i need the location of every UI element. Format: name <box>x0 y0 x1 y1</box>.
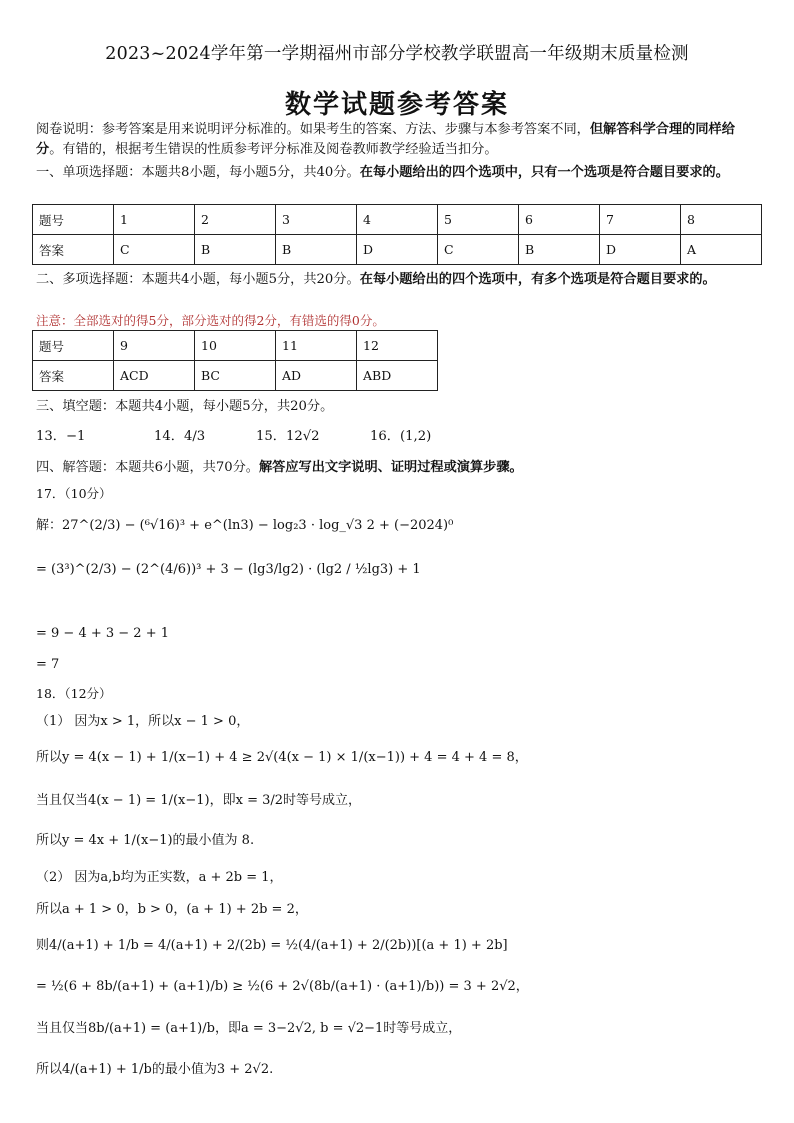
table-cell: 6 <box>519 205 600 235</box>
fill-answer-13: 13．−1 <box>36 429 86 444</box>
q17-line3: = 9 − 4 + 3 − 2 + 1 <box>36 626 170 641</box>
table-cell: 5 <box>438 205 519 235</box>
section4-title <box>36 458 760 478</box>
table-cell: B <box>195 235 276 265</box>
table-cell: 11 <box>276 331 357 361</box>
table-cell: 9 <box>114 331 195 361</box>
table-cell: 答案 <box>33 235 114 265</box>
section2-title-a: 二、多项选择题：本题共4小题，每小题5分，共20分。 <box>36 272 360 287</box>
q18-part2-line4: = ½(6 + 8b/(a+1) + (a+1)/b) ≥ ½(6 + 2√(8b/(a+1) · (a+1)/b)) = 3 + 2√2， <box>36 979 529 994</box>
table-cell: 1 <box>114 205 195 235</box>
table-cell: ACD <box>114 361 195 391</box>
table-cell: C <box>438 235 519 265</box>
fill-answer-14: 14．4/3 <box>154 429 206 444</box>
q18-part2-line1: （2） 因为a,b均为正实数，a + 2b = 1， <box>36 870 283 885</box>
q18-part2-line3: 则4/(a+1) + 1/b = 4/(a+1) + 2/(2b) = ½(4/(a+1) + 2/(2b))[(a + 1) + 2b] <box>36 938 508 953</box>
table-cell: 题号 <box>33 205 114 235</box>
table-cell: B <box>519 235 600 265</box>
table-row <box>33 361 438 391</box>
section2-title-b: 在每小题给出的四个选项中，有多个选项是符合题目要求的。 <box>359 272 716 287</box>
q18-part2-line5: 当且仅当8b/(a+1) = (a+1)/b，即a = 3−2√2, b = √2−1时等号成立， <box>36 1021 462 1036</box>
table-row <box>33 235 762 265</box>
section1-title <box>36 163 760 183</box>
table-cell: 2 <box>195 205 276 235</box>
table-cell: ABD <box>357 361 438 391</box>
scoring-note: 注意：全部选对的得5分，部分选对的得2分，有错选的得0分。 <box>36 313 385 328</box>
table-cell: AD <box>276 361 357 391</box>
fill-in-answers <box>36 427 760 447</box>
section4-title-a: 四、解答题：本题共6小题，共70分。 <box>36 460 259 475</box>
section4-title-b: 解答应写出文字说明、证明过程或演算步骤。 <box>258 460 523 475</box>
fill-answer-16: 16．(1,2) <box>370 429 432 444</box>
q18-part1-line3: 当且仅当4(x − 1) = 1/(x−1)，即x = 3/2时等号成立， <box>36 793 362 808</box>
section2-title <box>36 270 760 290</box>
section1-title-a: 一、单项选择题：本题共8小题，每小题5分，共40分。 <box>36 165 360 180</box>
fill-answer-15: 15．12√2 <box>256 429 320 444</box>
grading-instructions <box>36 120 760 160</box>
q18-part1-line2: 所以y = 4(x − 1) + 1/(x−1) + 4 ≥ 2√(4(x − 1) × 1/(x−1)) + 4 = 4 + 4 = 8， <box>36 750 528 765</box>
document-title: 数学试题参考答案 <box>284 90 509 120</box>
q18-part2-line2: 所以a + 1 > 0，b > 0，(a + 1) + 2b = 2， <box>36 902 308 917</box>
table-cell: 题号 <box>33 331 114 361</box>
section3-title: 三、填空题：本题共4小题，每小题5分，共20分。 <box>36 399 334 414</box>
table-cell: 3 <box>276 205 357 235</box>
instructions-text-c: 。有错的，根据考生错误的性质参考评分标准及阅卷教师教学经验适当扣分。 <box>49 142 498 157</box>
table-cell: 答案 <box>33 361 114 391</box>
q18-part1-line1: （1） 因为x > 1，所以x − 1 > 0， <box>36 714 250 729</box>
table-cell: 7 <box>600 205 681 235</box>
single-choice-answer-table <box>32 204 762 265</box>
multi-choice-answer-table <box>32 330 438 391</box>
instructions-text-a: 阅卷说明：参考答案是用来说明评分标准的。如果考生的答案、方法、步骤与本参考答案不同， <box>36 122 590 137</box>
table-cell: 4 <box>357 205 438 235</box>
table-cell: 12 <box>357 331 438 361</box>
instructions-text-b: 但解答科学合理的同样给分 <box>36 122 735 157</box>
table-cell: D <box>357 235 438 265</box>
table-cell: 10 <box>195 331 276 361</box>
table-cell: BC <box>195 361 276 391</box>
q18-part1-line4: 所以y = 4x + 1/(x−1)的最小值为 8. <box>36 833 255 848</box>
q17-line4: = 7 <box>36 657 60 672</box>
q17-heading: 17．（10分） <box>36 486 112 501</box>
table-cell: 8 <box>681 205 762 235</box>
q18-part2-line6: 所以4/(a+1) + 1/b的最小值为3 + 2√2. <box>36 1062 274 1077</box>
q17-line1: 解：27^(2/3) − (⁶√16)³ + e^(ln3) − log₂3 · log_√3 2 + (−2024)⁰ <box>36 518 454 533</box>
section1-title-b: 在每小题给出的四个选项中，只有一个选项是符合题目要求的。 <box>359 165 729 180</box>
table-cell: B <box>276 235 357 265</box>
table-cell: A <box>681 235 762 265</box>
table-row <box>33 331 438 361</box>
q18-heading: 18．（12分） <box>36 686 112 701</box>
table-row <box>33 205 762 235</box>
q17-line2: = (3³)^(2/3) − (2^(4/6))³ + 3 − (lg3/lg2) · (lg2 / ½lg3) + 1 <box>36 562 421 577</box>
table-cell: D <box>600 235 681 265</box>
exam-title: 2023~2024学年第一学期福州市部分学校教学联盟高一年级期末质量检测 <box>105 44 689 64</box>
table-cell: C <box>114 235 195 265</box>
